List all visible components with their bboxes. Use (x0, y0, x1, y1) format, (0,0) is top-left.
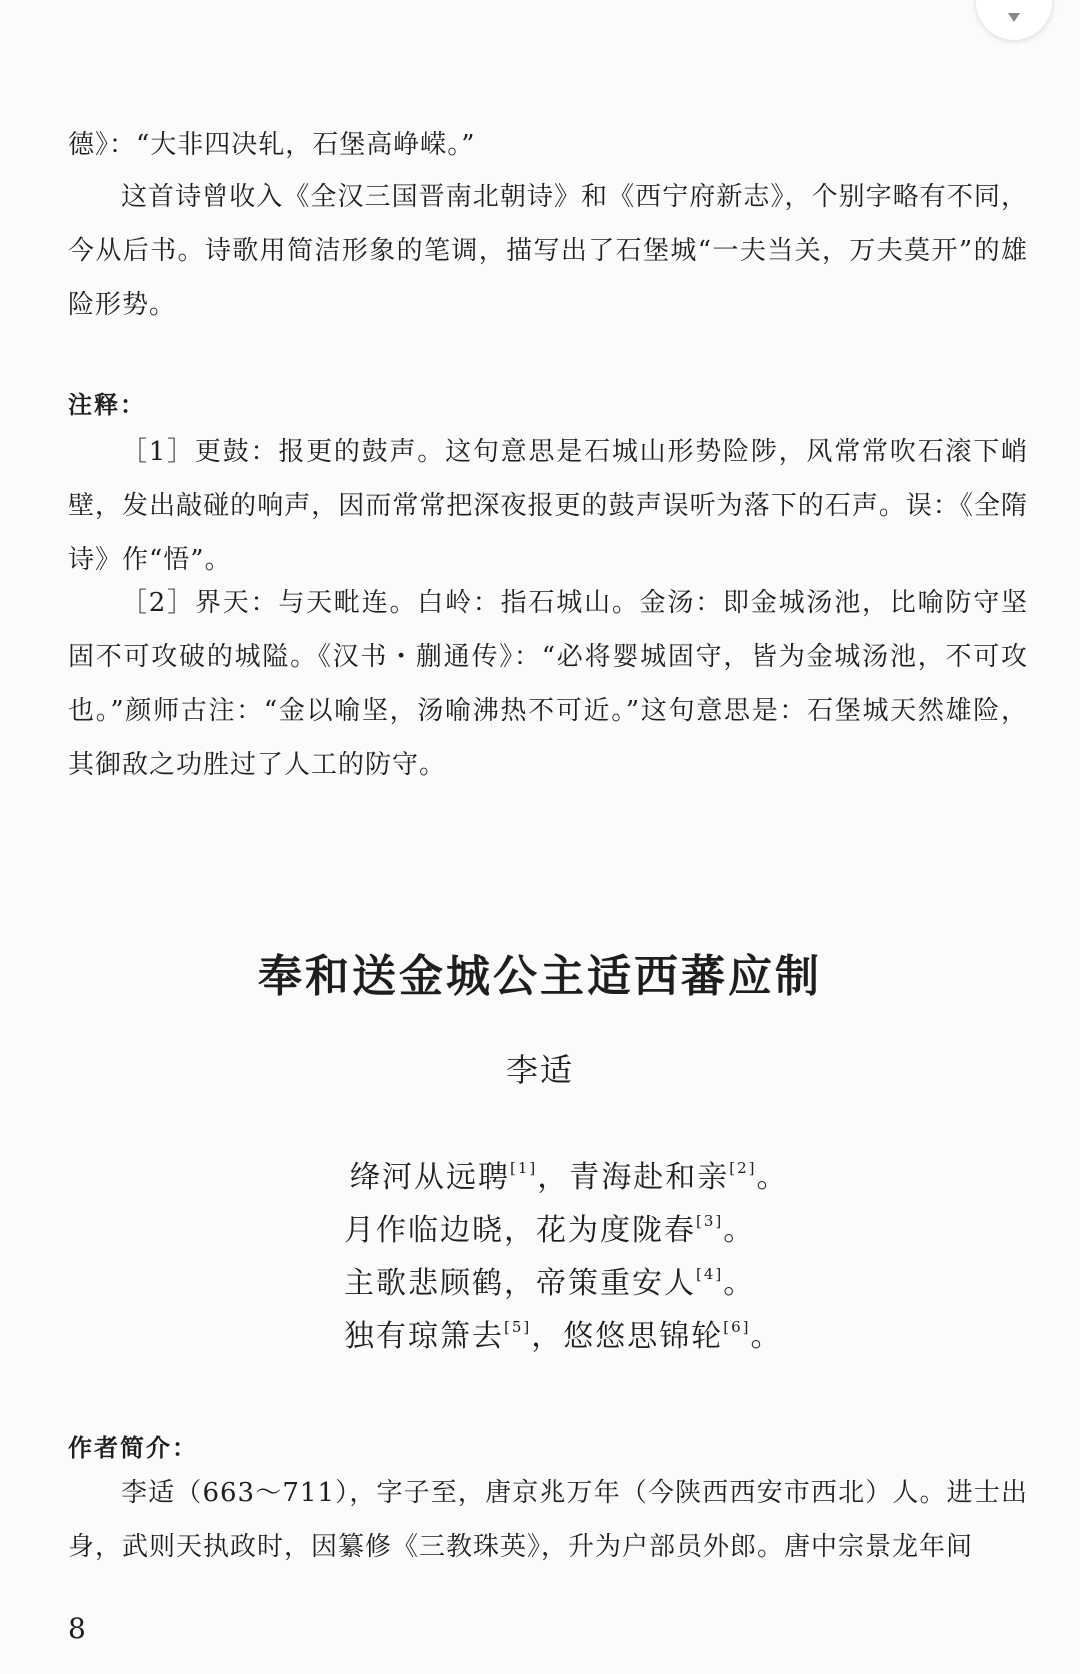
footnote-ref: [5] (504, 1318, 532, 1336)
page-number: 8 (68, 1612, 86, 1645)
bio-heading: 作者简介： (68, 1434, 198, 1462)
poem-line-text: ，悠悠思锦轮 (531, 1319, 724, 1354)
poem-line-3 (344, 1258, 755, 1302)
footnote-ref: [2] (729, 1159, 757, 1177)
footnote-ref: [6] (723, 1318, 751, 1336)
footnote-ref: [1] (510, 1159, 538, 1177)
collapse-button[interactable] (976, 0, 1052, 40)
poem-line-punct: 。 (756, 1160, 789, 1195)
poem-line-text: ，青海赴和亲 (537, 1160, 730, 1195)
notes-heading: 注释： (68, 391, 146, 419)
bio-paragraph: 李适（663～711），字子至，唐京兆万年（今陕西西安市西北）人。进士出身，武则天执政时，因纂修《三教珠英》，升为户部员外郎。唐中宗景龙年间 (68, 1478, 1028, 1562)
chevron-down-icon (1008, 13, 1020, 22)
poem-line-4 (344, 1311, 783, 1355)
poem-title: 奉和送金城公主适西蕃应制 (258, 951, 822, 1002)
poem-line-text: 。 (723, 1266, 756, 1301)
note-2: ［2］界天：与天毗连。白岭：指石城山。金汤：即金城汤池，比喻防守坚固不可攻破的城隘。《汉书・蒯通传》：“必将婴城固守，皆为金城汤池，不可攻也。”颜师古注：“金以喻坚，汤喻沸热不可近。”这句意思是：石堡城天然雄险，其御敌之功胜过了人工的防守。 (68, 588, 1028, 780)
poem-line-text: 绛河从远聘 (350, 1160, 510, 1195)
poem-author: 李适 (505, 1051, 574, 1089)
poem-line-text: 主歌悲顾鹤，帝策重安人 (344, 1266, 696, 1301)
footnote-ref: [3] (696, 1212, 724, 1230)
poem-line-1 (350, 1152, 789, 1196)
note-1: ［1］更鼓：报更的鼓声。这句意思是石城山形势险陟，风常常吹石滚下峭壁，发出敲碰的响声，因而常常把深夜报更的鼓声误听为落下的石声。误：《全隋诗》作“悟”。 (68, 437, 1028, 575)
poem-line-punct: 。 (750, 1319, 783, 1354)
poem-line-text: 。 (723, 1213, 756, 1248)
poem-line-text: 月作临边晓，花为度陇春 (344, 1213, 696, 1248)
intro-paragraph: 这首诗曾收入《全汉三国晋南北朝诗》和《西宁府新志》，个别字略有不同，今从后书。诗歌用简洁形象的笔调，描写出了石堡城“一夫当关，万夫莫开”的雄险形势。 (68, 182, 1028, 320)
poem-line-2 (344, 1205, 755, 1249)
footnote-ref: [4] (696, 1265, 724, 1283)
top-fragment: 德》：“大非四决轧，石堡高峥嵘。” (68, 130, 476, 160)
poem-line-text: 独有琼箫去 (344, 1319, 504, 1354)
